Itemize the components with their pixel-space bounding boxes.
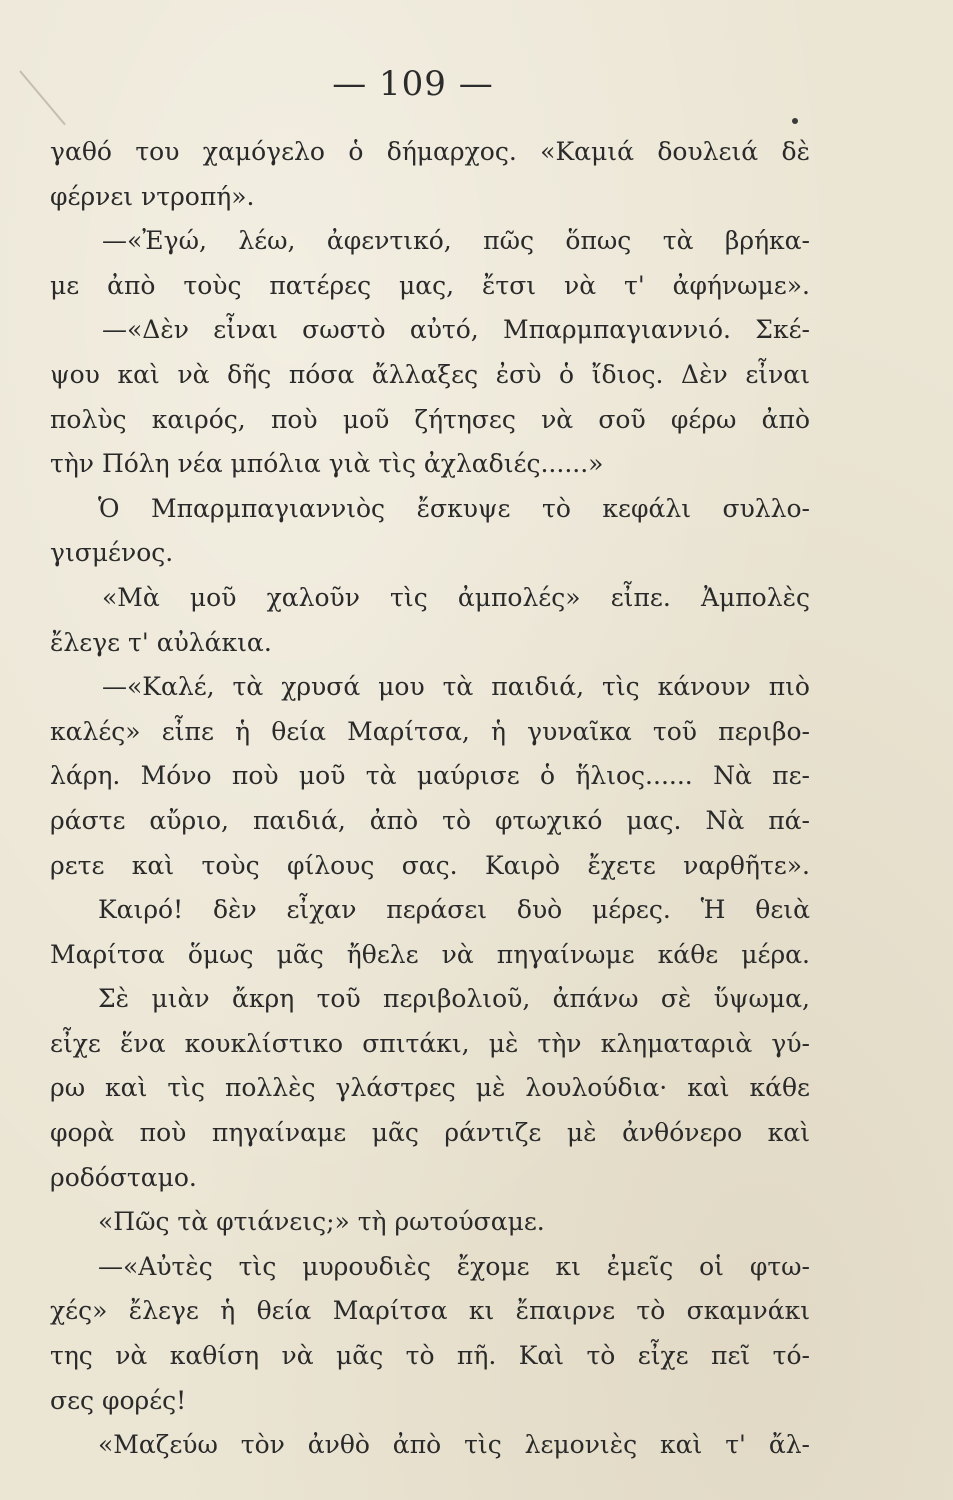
text-line: ρετε καὶ τοὺς φίλους σας. Καιρὸ ἔχετε ναρθῆτε». (50, 850, 810, 880)
text-line: τὴν Πόλη νέα μπόλια γιὰ τὶς ἀχλαδιές......» (50, 449, 604, 479)
text-line: πολὺς καιρός, ποὺ μοῦ ζήτησες νὰ σοῦ φέρω ἀπὸ (50, 404, 810, 434)
text-line: —«Ἐγώ, λέω, ἀφεντικό, πῶς ὅπως τὰ βρήκα- (102, 226, 810, 256)
text-line: «Μαζεύω τὸν ἀνθὸ ἀπὸ τὶς λεμονιὲς καὶ τ' ἄλ- (98, 1430, 810, 1460)
text-line: της νὰ καθίση νὰ μᾶς τὸ πῆ. Καὶ τὸ εἶχε πεῖ τό- (50, 1341, 810, 1371)
text-line: εἶχε ἕνα κουκλίστικο σπιτάκι, μὲ τὴν κληματαριὰ γύ- (50, 1028, 810, 1058)
text-line: καλές» εἶπε ἡ θεία Μαρίτσα, ἡ γυναῖκα τοῦ περιβο- (50, 716, 810, 746)
body-text (50, 130, 810, 1468)
text-line: Ὁ Μπαρμπαγιαννιὸς ἔσκυψε τὸ κεφάλι συλλο- (98, 493, 810, 523)
ink-speck (792, 118, 798, 124)
text-line: ρω καὶ τὶς πολλὲς γλάστρες μὲ λουλούδια· καὶ κάθε (50, 1073, 810, 1103)
page-number: — 109 — (332, 64, 494, 104)
text-line: Καιρό! δὲν εἶχαν περάσει δυὸ μέρες. Ἡ θειὰ (98, 895, 810, 925)
text-line: —«Αὐτὲς τὶς μυρουδιὲς ἔχομε κι ἐμεῖς οἱ φτω- (98, 1251, 810, 1281)
text-line: φέρνει ντροπή». (50, 181, 255, 211)
text-line: Μαρίτσα ὅμως μᾶς ἤθελε νὰ πηγαίνωμε κάθε μέρα. (50, 939, 810, 969)
text-line: «Πῶς τὰ φτιάνεις;» τὴ ρωτούσαμε. (98, 1207, 545, 1237)
text-line: —«Καλέ, τὰ χρυσά μου τὰ παιδιά, τὶς κάνουν πιὸ (102, 672, 810, 702)
text-line: λάρη. Μόνο ποὺ μοῦ τὰ μαύρισε ὁ ἥλιος...... Νὰ πε- (50, 761, 810, 791)
text-line: σες φορές! (50, 1385, 187, 1415)
text-line: φορὰ ποὺ πηγαίναμε μᾶς ράντιζε μὲ ἀνθόνερο καὶ (50, 1118, 810, 1148)
text-line: με ἀπὸ τοὺς πατέρες μας, ἔτσι νὰ τ' ἀφήνωμε». (50, 270, 810, 300)
text-line: ἔλεγε τ' αὐλάκια. (50, 627, 272, 657)
text-line: ψου καὶ νὰ δῆς πόσα ἄλλαξες ἐσὺ ὁ ἴδιος. Δὲν εἶναι (50, 359, 810, 389)
text-line: ροδόσταμο. (50, 1162, 197, 1192)
text-line: «Μὰ μοῦ χαλοῦν τὶς ἀμπολές» εἶπε. Ἀμπολὲς (102, 582, 810, 612)
text-line: ράστε αὔριο, παιδιά, ἀπὸ τὸ φτωχικό μας. Νὰ πά- (50, 805, 810, 835)
text-line: χές» ἔλεγε ἡ θεία Μαρίτσα κι ἔπαιρνε τὸ σκαμνάκι (50, 1296, 810, 1326)
text-line: γισμένος. (50, 538, 174, 568)
text-line: γαθό του χαμόγελο ὁ δήμαρχος. «Καμιά δουλειά δὲ (50, 137, 810, 166)
text-line: Σὲ μιὰν ἄκρη τοῦ περιβολιοῦ, ἀπάνω σὲ ὕψωμα, (98, 984, 810, 1014)
text-line: —«Δὲν εἶναι σωστὸ αὐτό, Μπαρμπαγιαννιό. Σκέ- (102, 315, 810, 345)
